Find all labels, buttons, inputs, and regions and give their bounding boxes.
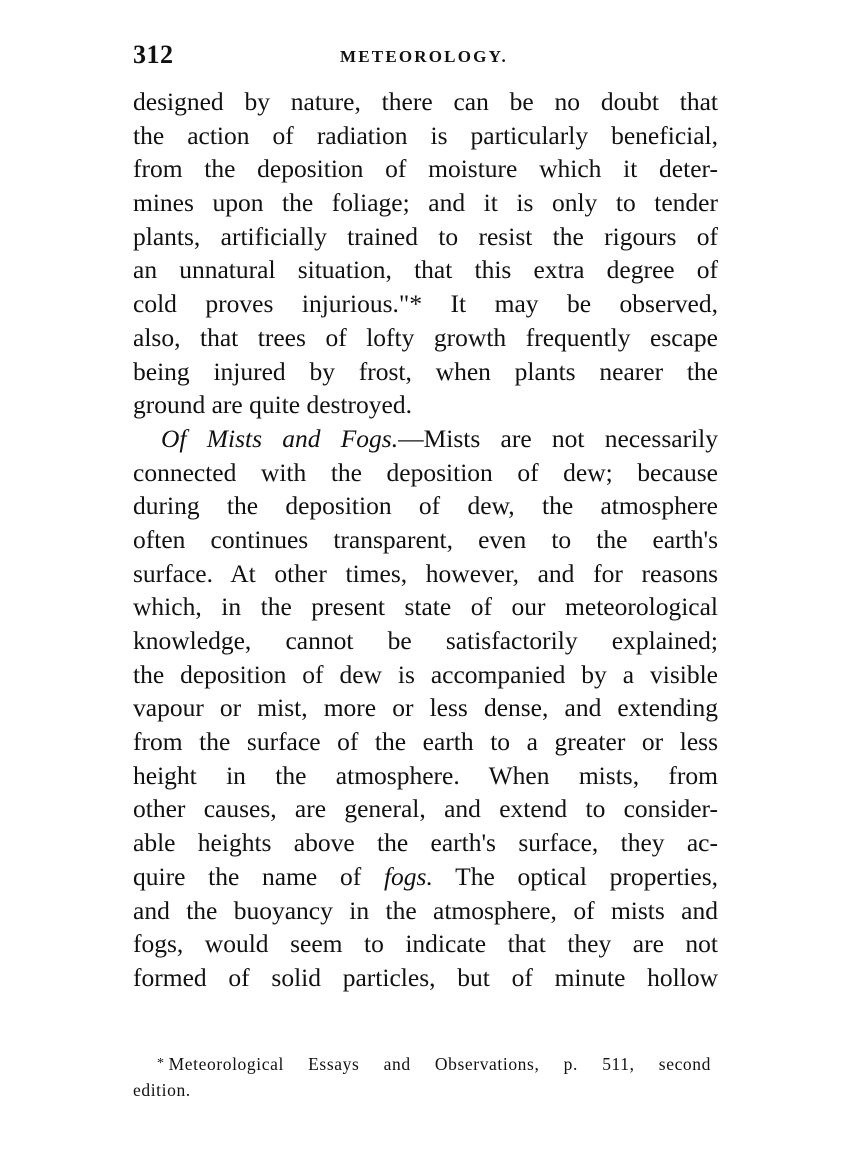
text-line: ground are quite destroyed. (133, 390, 412, 420)
fogs-line (133, 860, 718, 894)
footnote-text: Meteorological Essays and Observations, p. 511, second (168, 1054, 711, 1074)
text-line: knowledge, cannot be satisfactorily explained; (133, 626, 718, 655)
text-line: mines upon the foliage; and it is only to tender (133, 188, 718, 218)
footnote (133, 1051, 711, 1103)
text-line: an unnatural situation, that this extra degree of (133, 255, 718, 285)
text-line: plants, artificially trained to resist the rigours of (133, 221, 718, 251)
text-line: vapour or mist, more or less dense, and extending (133, 693, 718, 723)
footnote-line: edition. (133, 1080, 191, 1100)
text-line: the deposition of dew is accompanied by a visible (133, 659, 718, 689)
text-line: from the surface of the earth to a greater or less (133, 727, 718, 757)
footnote-line (133, 1051, 711, 1077)
text-line: being injured by frost, when plants nearer the (133, 356, 718, 386)
fogs-line-end: The optical properties, (432, 861, 718, 891)
fogs-term: fogs. (383, 861, 433, 891)
section-heading: Of Mists and Fogs. (161, 423, 399, 453)
text-line: from the deposition of moisture which it deter- (133, 154, 718, 184)
text-line: during the deposition of dew, the atmosphere (133, 491, 718, 521)
fogs-line-start: quire the name of (133, 861, 384, 891)
section-opening-text: —Mists are not necessarily (398, 423, 719, 453)
footnote-mark: * (157, 1056, 165, 1071)
text-line: cold proves injurious."* It may be observed, (133, 289, 718, 319)
text-line: designed by nature, there can be no doubt that (133, 87, 718, 116)
text-line: fogs, would seem to indicate that they are not (133, 929, 718, 959)
text-line: able heights above the earth's surface, they ac- (133, 828, 718, 858)
text-line: height in the atmosphere. When mists, from (133, 760, 718, 790)
page-number: 312 (133, 40, 174, 69)
text-line: and the buoyancy in the atmosphere, of mists and (133, 895, 718, 925)
running-title: METEOROLOGY. (340, 47, 508, 66)
text-line: also, that trees of lofty growth frequently escape (133, 322, 718, 352)
text-line: surface. At other times, however, and for reasons (133, 558, 718, 588)
body-text (133, 85, 718, 995)
text-line: which, in the present state of our meteorological (133, 592, 718, 622)
text-line: the action of radiation is particularly beneficial, (133, 120, 718, 150)
text-line: connected with the deposition of dew; because (133, 457, 718, 487)
text-line: other causes, are general, and extend to consider- (133, 794, 718, 824)
running-head (133, 40, 718, 76)
section-opening-line (133, 422, 718, 456)
text-line: often continues transparent, even to the earth's (133, 524, 718, 554)
text-line: formed of solid particles, but of minute hollow (133, 962, 718, 992)
